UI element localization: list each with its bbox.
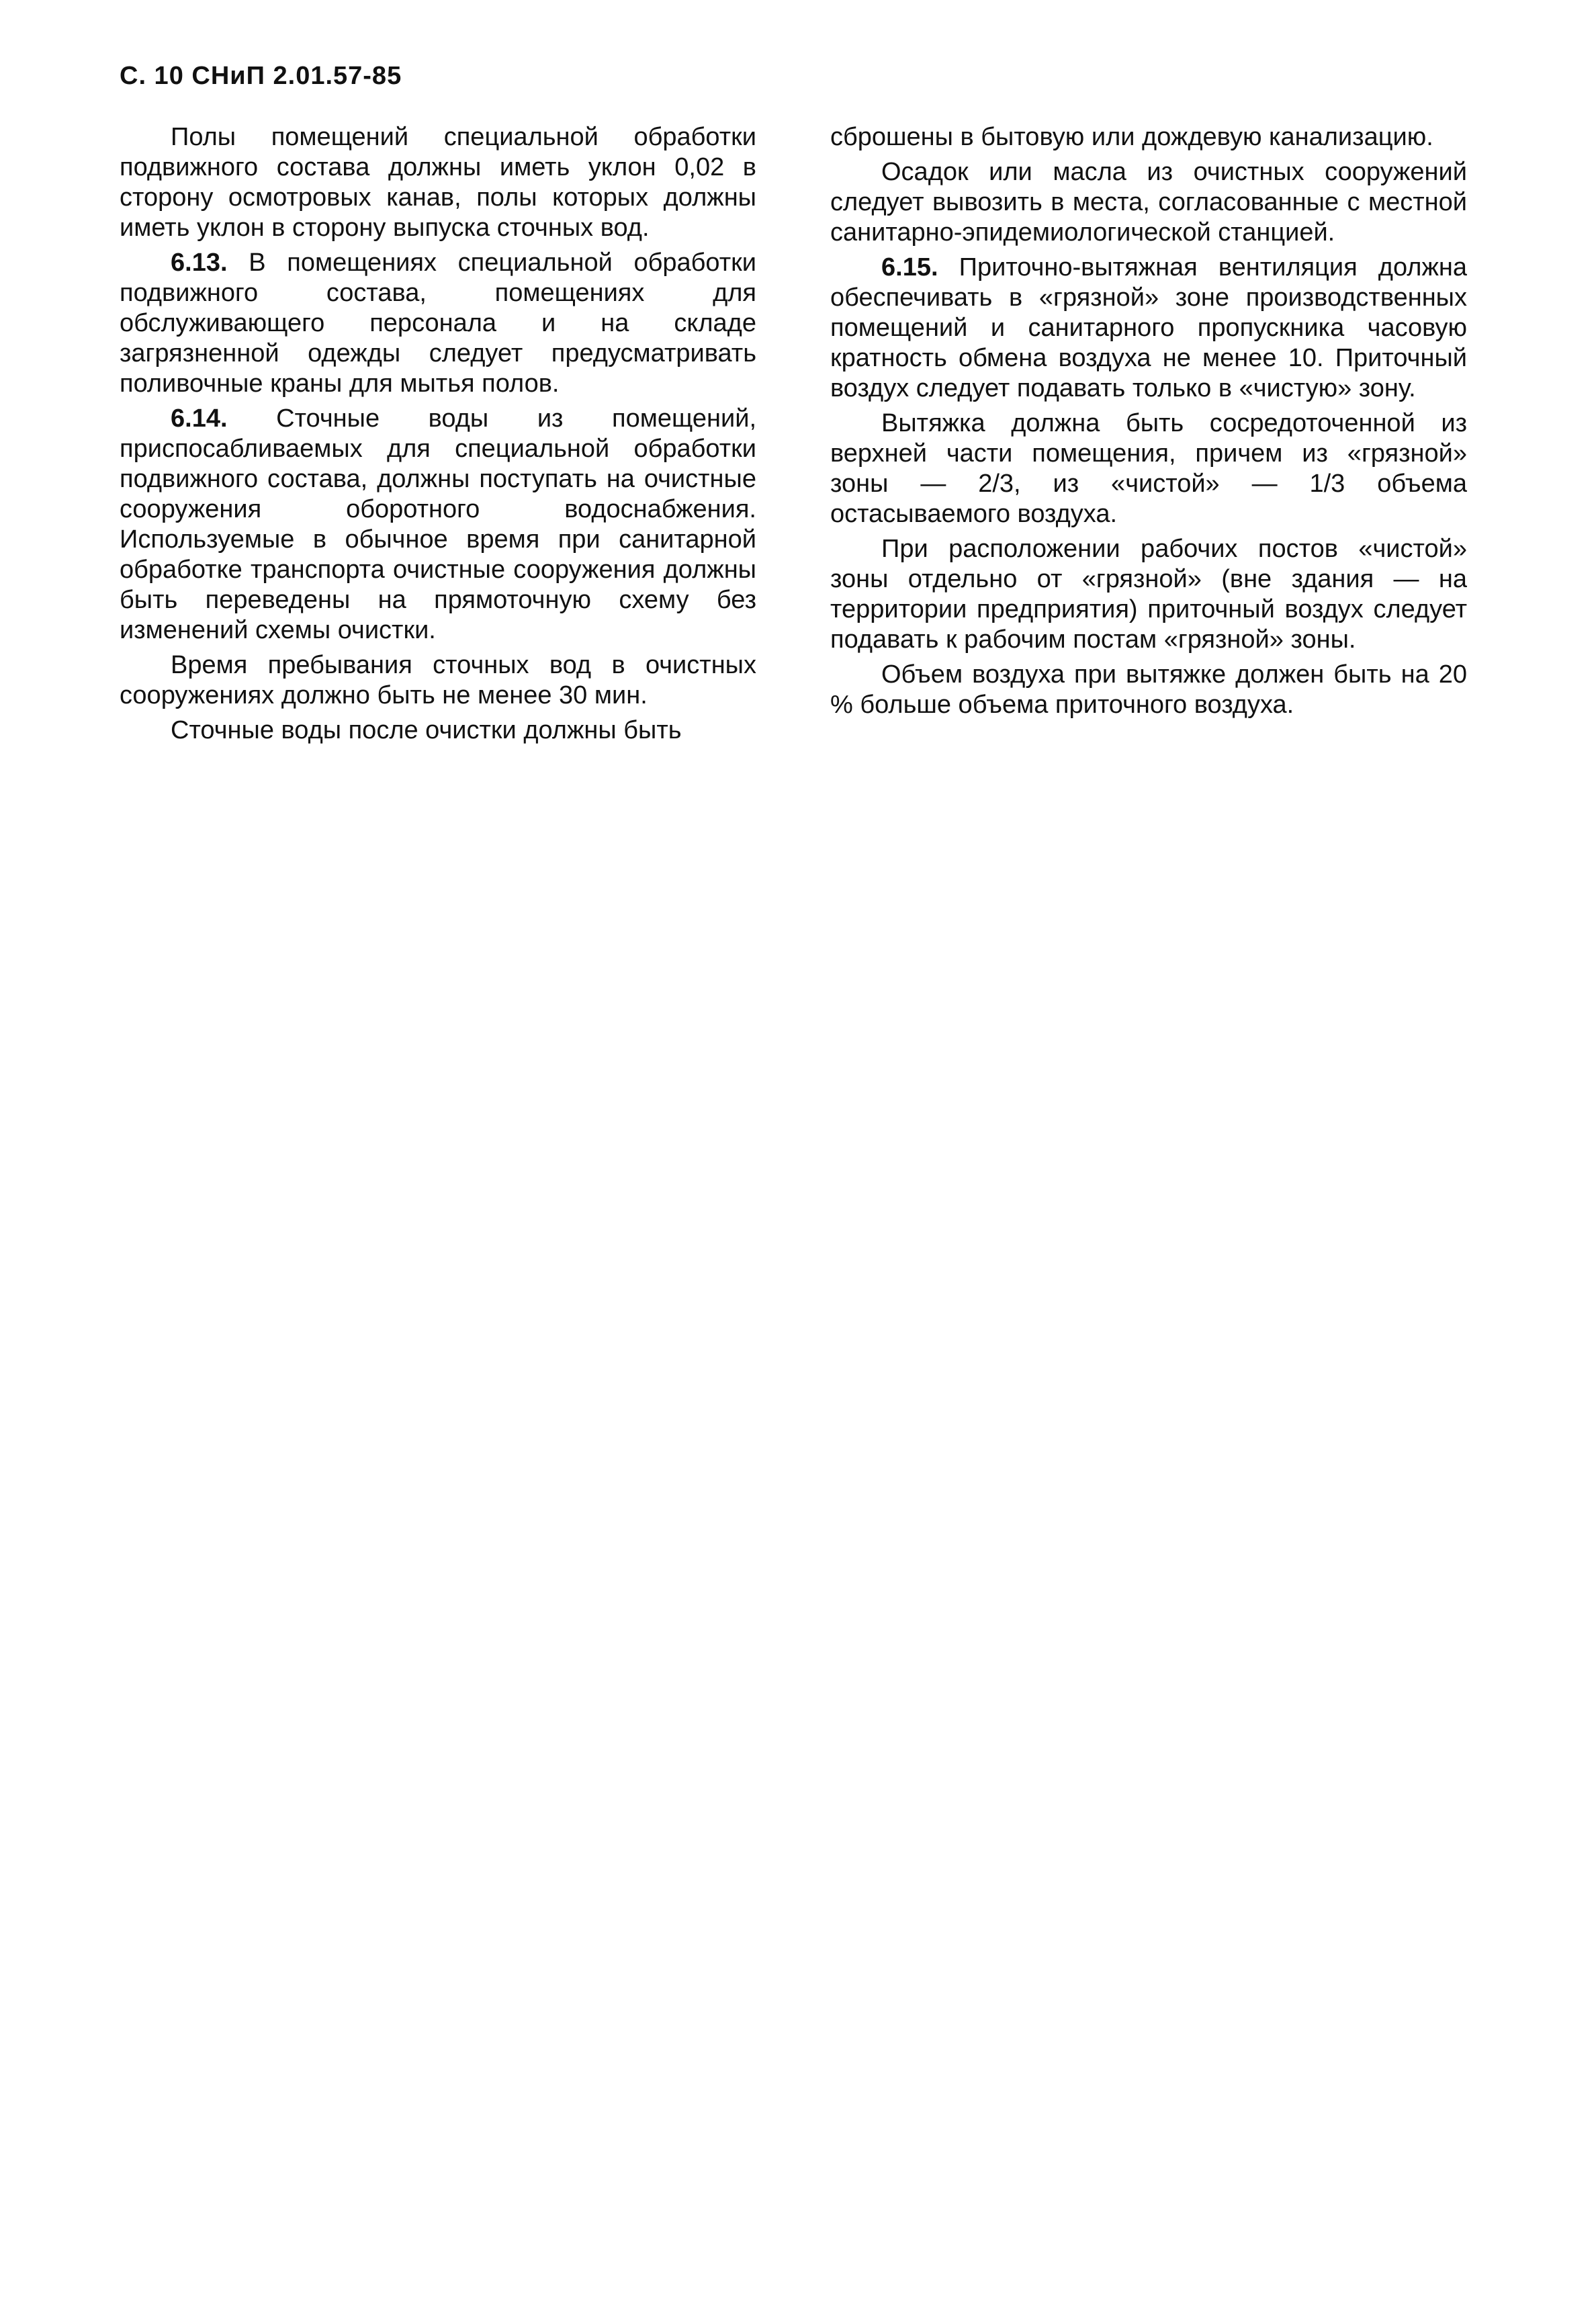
right-column <box>830 122 1467 725</box>
clause-text-6-14: Сточные воды из помещений, приспосабливаемых для специальной обработки подвижного состава, должны поступать на очистные сооружения оборотного водоснабжения. Используемые в обычное время при санитарной обработке транспорта очистные сооружения должны быть переведены на прямоточную схему без изменений схемы очистки. <box>120 404 756 644</box>
paragraph-air-volume: Объем воздуха при вытяжке должен быть на 20 % больше объема приточного воздуха. <box>830 660 1467 719</box>
paragraph-wastewater-after-treatment: Сточные воды после очистки должны быть <box>171 716 682 744</box>
clause-number-6-14: 6.14. <box>171 404 228 433</box>
paragraph-6-15 <box>830 253 1467 404</box>
clause-text-6-13: В помещениях специальной обработки подвижного состава, помещениях для обслуживающего персонала и на складе загрязненной одежды следует предусматривать поливочные краны для мытья полов. <box>120 249 756 398</box>
paragraph-sediment: Осадок или масла из очистных сооружений следует вывозить в места, согласованные с местной санитарно-эпидемиологической станцией. <box>830 158 1467 247</box>
left-column <box>120 122 756 750</box>
paragraph-floors-slope: Полы помещений специальной обработки подвижного состава должны иметь уклон 0,02 в сторону осмотровых канав, полы которых должны иметь уклон в сторону выпуска сточных вод. <box>120 123 756 242</box>
paragraph-exhaust: Вытяжка должна быть сосредоточенной из верхней части помещения, причем из «грязной» зоны — 2/3, из «чистой» — 1/3 объема остасываемого воздуха. <box>830 409 1467 528</box>
paragraph-6-14 <box>120 404 756 646</box>
clause-number-6-15: 6.15. <box>881 253 938 281</box>
paragraph-continuation: сброшены в бытовую или дождевую канализацию. <box>830 123 1433 151</box>
paragraph-residence-time: Время пребывания сточных вод в очистных сооружениях должно быть не менее 30 мин. <box>120 651 756 709</box>
paragraph-work-posts: При расположении рабочих постов «чистой» зоны отдельно от «грязной» (вне здания — на территории предприятия) приточный воздух следует подавать к рабочим постам «грязной» зоны. <box>830 535 1467 654</box>
clause-text-6-15: Приточно-вытяжная вентиляция должна обеспечивать в «грязной» зоне производственных помещений и санитарного пропускника часовую кратность обмена воздуха не менее 10. Приточный воздух следует подавать только в «чистую» зону. <box>830 253 1467 402</box>
paragraph-6-13 <box>120 248 756 399</box>
page-header: С. 10 СНиП 2.01.57-85 <box>120 62 402 90</box>
clause-number-6-13: 6.13. <box>171 249 228 277</box>
